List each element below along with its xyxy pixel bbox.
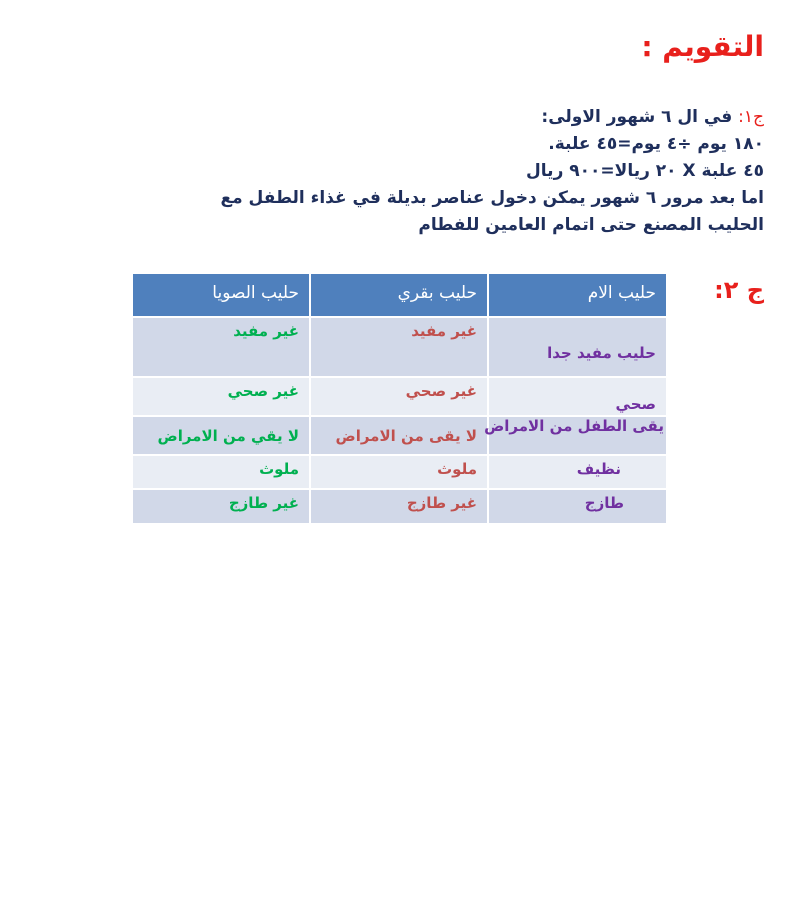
- cell-cow: ملوث: [310, 455, 488, 489]
- cell-mother: يقى الطفل من الامراض: [488, 416, 666, 455]
- table-row: [133, 489, 666, 523]
- cell-mother: صحي: [488, 377, 666, 416]
- page-title: التقويم :: [641, 30, 764, 63]
- cell-soy: ملوث: [133, 455, 310, 489]
- cell-mother: حليب مفيد جدا: [488, 317, 666, 377]
- answer-2-label: ج ٢:: [714, 276, 764, 304]
- table-header-row: [133, 274, 666, 317]
- cell-soy: غير طازج: [133, 489, 310, 523]
- answer-1-paragraph: اما بعد مرور ٦ شهور يمكن دخول عناصر بديلة في غذاء الطفل مع الحليب المصنع حتى اتمام العامين للفطام: [220, 188, 764, 235]
- header-cow-milk: حليب بقري: [310, 274, 488, 317]
- answer-1: [174, 104, 764, 239]
- table-row: [133, 377, 666, 416]
- table-row: [133, 317, 666, 377]
- cell-cow: غير طازج: [310, 489, 488, 523]
- cell-soy: لا يقي من الامراض: [133, 416, 310, 455]
- header-soy-milk: حليب الصويا: [133, 274, 310, 317]
- cell-soy: غير صحي: [133, 377, 310, 416]
- table-row: [133, 455, 666, 489]
- answer-1-line-2: ١٨٠ يوم ÷٤ يوم=٤٥ علبة.: [548, 134, 764, 154]
- cell-mother: نظيف: [488, 455, 666, 489]
- cell-cow: غير صحي: [310, 377, 488, 416]
- answer-1-label: ج١:: [738, 107, 764, 127]
- answer-1-intro: في ال ٦ شهور الاولى:: [541, 107, 733, 127]
- milk-comparison-table: [133, 274, 666, 523]
- header-mother-milk: حليب الام: [488, 274, 666, 317]
- table-row: [133, 416, 666, 455]
- cell-cow: لا يقى من الامراض: [310, 416, 488, 455]
- answer-1-line-3: ٤٥ علبة X ٢٠ ريالا=٩٠٠ ريال: [526, 161, 764, 181]
- cell-cow: غير مفيد: [310, 317, 488, 377]
- answer-1-line-1: [174, 104, 764, 131]
- cell-mother: طازج: [488, 489, 666, 523]
- cell-soy: غير مفيد: [133, 317, 310, 377]
